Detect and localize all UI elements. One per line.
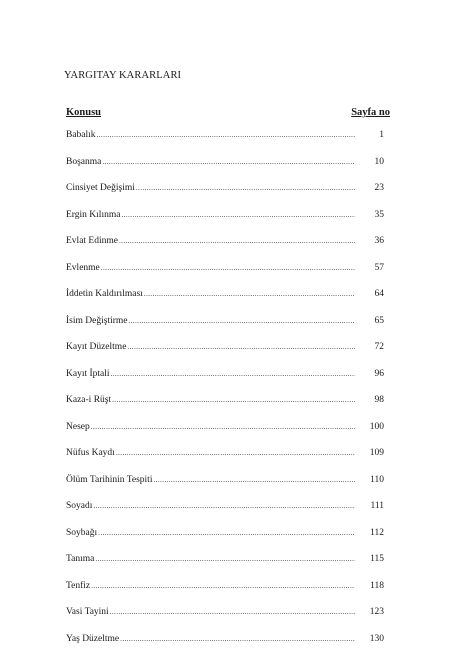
toc-entry-label: Babalık [66,129,96,141]
toc-entry [66,527,384,554]
dot-leader [91,580,355,592]
toc-entry-page: 23 [358,182,384,194]
toc-entry-label: Soyadı [66,500,92,512]
toc-entry-page: 98 [358,394,384,406]
table-of-contents [66,129,384,659]
toc-entry-page: 64 [358,288,384,300]
toc-entry [66,474,384,501]
toc-entry-label: Tanıma [66,553,94,565]
toc-entry-page: 1 [358,129,384,141]
toc-entry [66,394,384,421]
toc-entry [66,368,384,395]
toc-entry-page: 118 [358,580,384,592]
dot-leader [101,262,355,274]
toc-entry [66,182,384,209]
toc-entry-label: Nesep [66,421,90,433]
toc-entry [66,606,384,633]
toc-entry [66,341,384,368]
dot-leader [91,421,355,433]
dot-leader [119,235,355,247]
toc-entry [66,315,384,342]
toc-entry-page: 111 [358,500,384,512]
toc-entry-page: 100 [358,421,384,433]
dot-leader [136,182,355,194]
toc-entry-page: 110 [358,474,384,486]
dot-leader [128,315,355,327]
dot-leader [98,527,355,539]
toc-entry [66,580,384,607]
dot-leader [112,394,355,406]
toc-entry-label: Tenfiz [66,580,90,592]
toc-entry-page: 112 [358,527,384,539]
toc-entry-label: İddetin Kaldırılması [66,288,143,300]
toc-entry [66,129,384,156]
toc-entry [66,421,384,448]
toc-entry-page: 65 [358,315,384,327]
toc-entry-label: Ergin Kılınma [66,209,120,221]
dot-leader [97,129,355,141]
dot-leader [95,553,355,565]
toc-entry [66,288,384,315]
dot-leader [144,288,355,300]
toc-entry-label: İsim Değiştirme [66,315,127,327]
toc-entry-label: Evlat Edinme [66,235,118,247]
toc-entry-label: Vasi Tayini [66,606,109,618]
toc-entry-page: 72 [358,341,384,353]
toc-entry-page: 57 [358,262,384,274]
toc-entry [66,553,384,580]
toc-entry-page: 109 [358,447,384,459]
toc-entry-page: 36 [358,235,384,247]
toc-entry [66,262,384,289]
topic-column-header: Konusu [66,107,101,118]
toc-entry-label: Nüfus Kaydı [66,447,115,459]
toc-entry [66,633,384,659]
toc-entry [66,235,384,262]
page-column-header: Sayfa no [351,107,390,118]
toc-entry-label: Kaza-i Rüşt [66,394,111,406]
toc-entry [66,500,384,527]
dot-leader [120,633,355,645]
toc-entry-page: 10 [358,156,384,168]
toc-entry-label: Boşanma [66,156,101,168]
toc-entry-label: Cinsiyet Değişimi [66,182,135,194]
toc-entry-page: 130 [358,633,384,645]
dot-leader [153,474,355,486]
toc-entry-label: Kayıt İptali [66,368,110,380]
toc-entry-label: Evlenme [66,262,100,274]
toc-entry-page: 115 [358,553,384,565]
toc-entry-label: Soybağı [66,527,97,539]
toc-entry [66,156,384,183]
toc-entry-page: 35 [358,209,384,221]
dot-leader [111,368,355,380]
dot-leader [102,156,355,168]
dot-leader [127,341,355,353]
document-title: YARGITAY KARARLARI [64,70,181,81]
toc-entry-page: 123 [358,606,384,618]
toc-entry-label: Ölüm Tarihinin Tespiti [66,474,152,486]
dot-leader [110,606,355,618]
toc-entry-label: Kayıt Düzeltme [66,341,126,353]
toc-entry-label: Yaş Düzeltme [66,633,119,645]
toc-entry [66,209,384,236]
dot-leader [121,209,355,221]
dot-leader [93,500,355,512]
toc-entry-page: 96 [358,368,384,380]
dot-leader [116,447,355,459]
toc-entry [66,447,384,474]
